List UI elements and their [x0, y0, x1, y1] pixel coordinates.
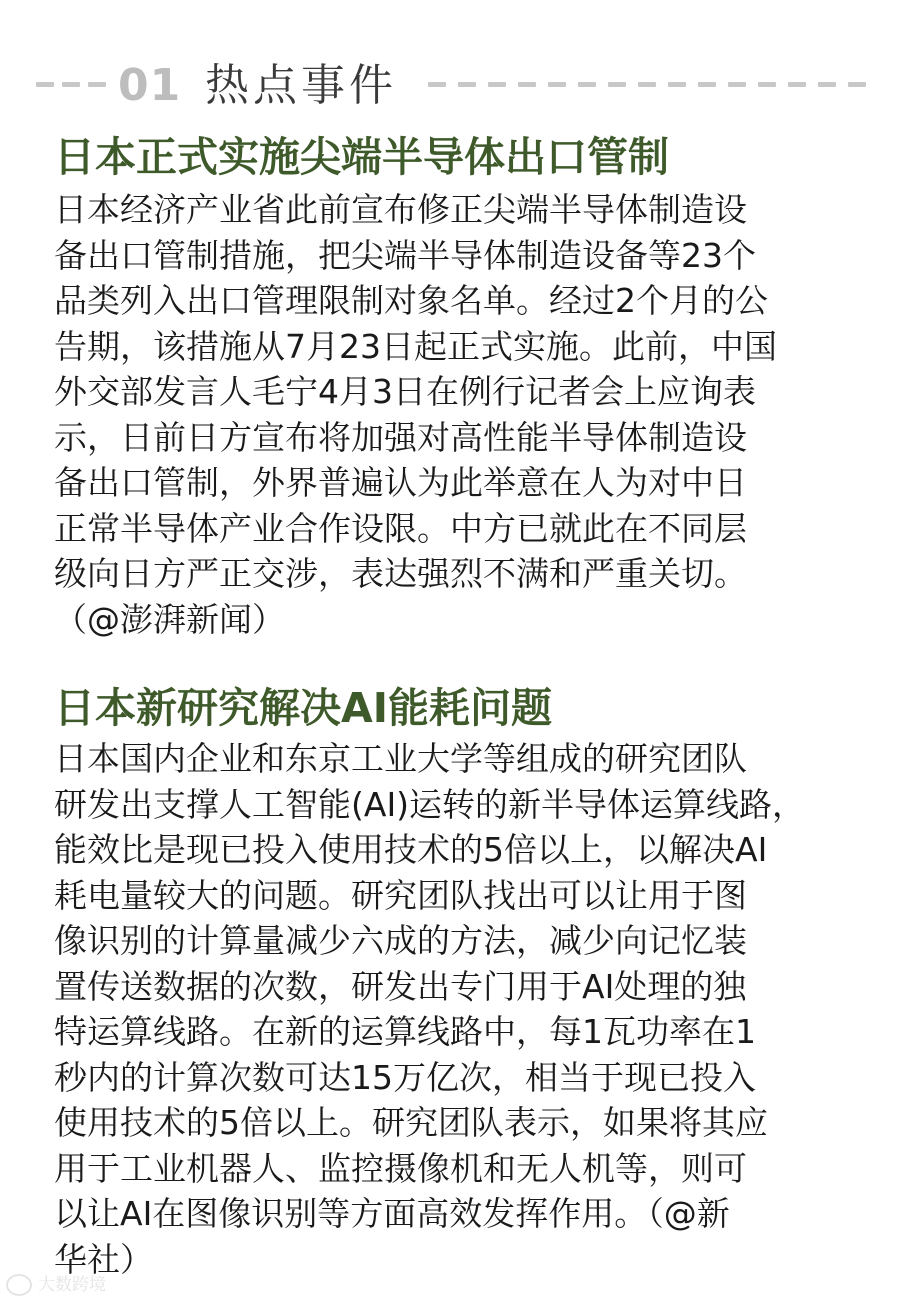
header-dash	[608, 82, 626, 87]
article-body	[54, 736, 854, 1282]
article-body	[54, 187, 854, 642]
header-dash	[458, 82, 476, 87]
header-dash	[428, 82, 446, 87]
watermark-text: 大数跨境	[38, 1275, 106, 1295]
article-body-line: 置传送数据的次数，研发出专门用于AI处理的独	[54, 966, 747, 1006]
header-dash	[62, 82, 80, 87]
article-body-line: 品类列入出口管理限制对象名单。经过2个月的公	[54, 281, 768, 320]
article-body-line: 用于工业机器人、监控摄像机和无人机等，则可	[54, 1148, 747, 1188]
article-body-line: 正常半导体产业合作设限。中方已就此在不同层	[54, 508, 747, 548]
header-dash	[788, 82, 806, 87]
article-title: 日本正式实施尖端半导体出口管制	[54, 133, 669, 181]
article-body-line: 以让AI在图像识别等方面高效发挥作用。（@新	[54, 1194, 730, 1233]
header-dash	[758, 82, 776, 87]
section-header	[0, 58, 900, 118]
article-body-line: 使用技术的5倍以上。研究团队表示，如果将其应	[54, 1103, 768, 1142]
article-body-line: 告期，该措施从7月23日起正式实施。此前，中国	[54, 326, 777, 366]
article-body-line: 日本经济产业省此前宣布修正尖端半导体制造设	[54, 190, 747, 229]
article-body-line: 像识别的计算量减少六成的方法，减少向记忆装	[54, 921, 747, 960]
header-dash	[518, 82, 536, 87]
header-dash	[88, 82, 106, 87]
header-dash	[698, 82, 716, 87]
header-dash	[728, 82, 746, 87]
header-dash	[548, 82, 566, 87]
article-body-line: 秒内的计算次数可达15万亿次，相当于现已投入	[54, 1057, 756, 1097]
article-body-line: 日本国内企业和东京工业大学等组成的研究团队	[54, 739, 747, 778]
article-ai-energy	[54, 682, 854, 1282]
article-body-line: 备出口管制措施，把尖端半导体制造设备等23个	[54, 235, 756, 275]
header-dash	[578, 82, 596, 87]
header-dash	[668, 82, 686, 87]
article-export-controls	[54, 131, 854, 642]
header-dash	[488, 82, 506, 87]
header-dash	[638, 82, 656, 87]
article-body-line: 能效比是现已投入使用技术的5倍以上，以解决AI	[54, 830, 768, 869]
watermark	[6, 1270, 106, 1296]
article-body-line: 外交部发言人毛宁4月3日在例行记者会上应询表	[54, 372, 756, 411]
article-source: （@澎湃新闻）	[54, 599, 285, 639]
header-dash	[818, 82, 836, 87]
article-body-line: 研发出支撑人工智能(AI)运转的新半导体运算线路，	[54, 784, 806, 824]
header-dash	[848, 82, 866, 87]
watermark-logo-icon	[6, 1274, 32, 1296]
section-title: 热点事件	[205, 60, 397, 111]
article-source: 华社）	[54, 1239, 153, 1279]
article-body-line: 耗电量较大的问题。研究团队找出可以让用于图	[54, 875, 747, 915]
section-number: 01	[118, 60, 182, 111]
header-dash	[36, 82, 54, 87]
article-body-line: 备出口管制，外界普遍认为此举意在人为对中日	[54, 463, 747, 502]
article-title: 日本新研究解决AI能耗问题	[54, 684, 552, 732]
article-body-line: 示，日前日方宣布将加强对高性能半导体制造设	[54, 417, 747, 457]
article-body-line: 级向日方严正交涉，表达强烈不满和严重关切。	[54, 554, 747, 593]
article-body-line: 特运算线路。在新的运算线路中，每1瓦功率在1	[54, 1012, 756, 1051]
